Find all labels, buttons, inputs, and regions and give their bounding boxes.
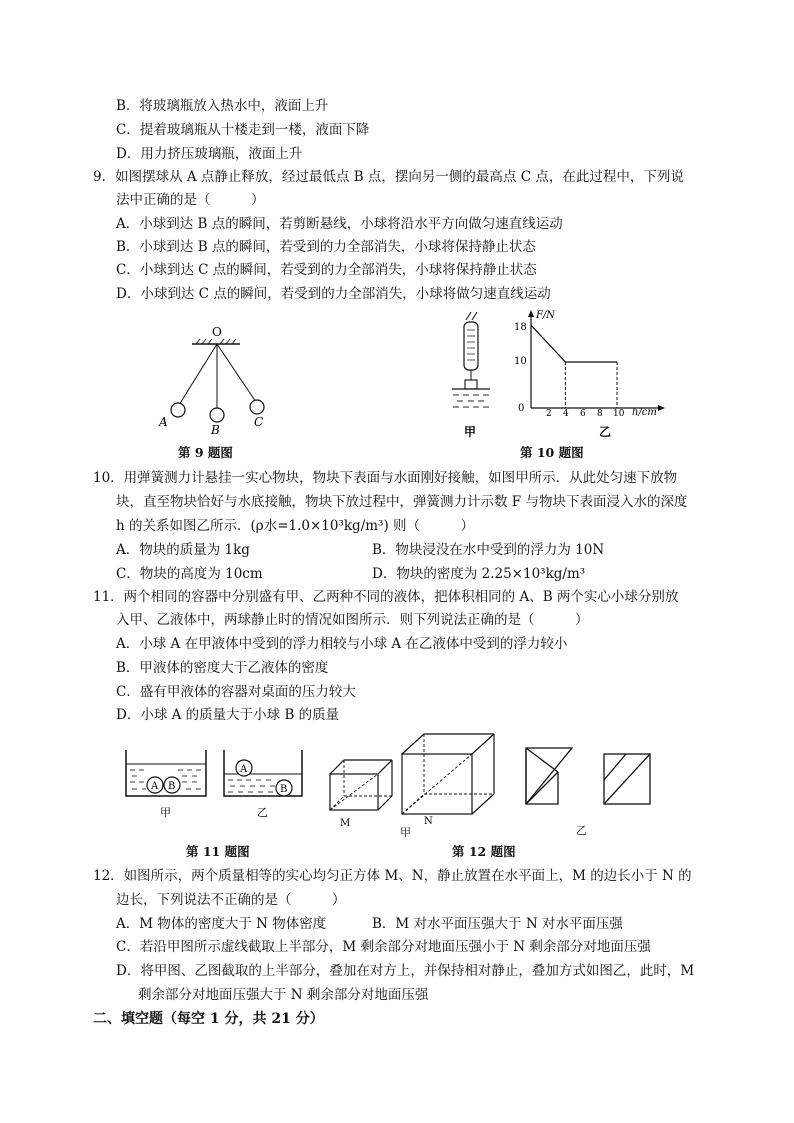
xtick-2: 2 — [546, 409, 552, 419]
q10-option-a: A．物块的质量为 1kg — [116, 542, 250, 558]
q11-option-d: D．小球 A 的质量大于小球 B 的质量 — [116, 707, 340, 723]
xtick-10: 10 — [613, 409, 625, 419]
q10-stem-line3: h 的关系如图乙所示．(ρ水=1.0×10³kg/m³) 则（ ） — [116, 518, 475, 534]
fig11-jia-label: 甲 — [160, 806, 171, 819]
fig11-caption: 第 11 题图 — [186, 844, 250, 859]
fig10-caption: 第 10 题图 — [520, 445, 584, 460]
q10-stem-line1: 10．用弹簧测力计悬挂一实心物块，物块下表面与水面刚好接触，如图甲所示．从此处匀速下放物 — [93, 470, 678, 486]
q11-option-b: B．甲液体的密度大于乙液体的密度 — [116, 660, 329, 676]
y-axis-arrow — [528, 310, 534, 317]
liquid-dashes-yi — [228, 780, 275, 792]
q12-option-c: C．若沿甲图所示虚线截取上半部分，M 剩余部分对地面压强小于 N 剩余部分对地面压强 — [116, 939, 651, 955]
force-series-line — [531, 325, 617, 362]
origin-label: 0 — [518, 403, 525, 414]
q10-option-c: C．物块的高度为 10cm — [116, 566, 263, 582]
q9-stem-line1: 9．如图摆球从 A 点静止释放，经过最低点 B 点，摆向另一侧的最高点 C 点，在此过程中，下列说 — [93, 169, 684, 185]
q12-option-d-line2: 剩余部分对地面压强大于 N 剩余部分对地面压强 — [138, 987, 429, 1003]
q9-option-c: C．小球到达 C 点的瞬间，若受到的力全部消失，小球将保持静止状态 — [116, 262, 537, 278]
q12-stem-line2: 边长，下列说法不正确的是（ ） — [116, 892, 346, 908]
spring-scale-figure — [444, 310, 504, 440]
containers-figure — [120, 748, 306, 824]
shape-m-top — [526, 748, 572, 804]
cube-m-hidden-edges — [330, 760, 392, 810]
ball-b-yi-label: B — [280, 784, 288, 795]
ball-a-yi-label: A — [240, 764, 248, 775]
shape-n-stacked — [604, 754, 650, 804]
xtick-8: 8 — [597, 409, 603, 419]
q10-stem-line2: 块，直至物块恰好与水底接触，物块下放过程中，弹簧测力计示数 F 与物块下表面浸入水的深度 — [116, 494, 688, 510]
xtick-6: 6 — [580, 409, 586, 419]
q8-option-b: B．将玻璃瓶放入热水中，液面上升 — [116, 98, 329, 114]
string-to-c — [217, 344, 256, 402]
y-axis-label: F/N — [536, 310, 556, 321]
label-b: B — [211, 423, 220, 434]
q9-option-a: A．小球到达 B 点的瞬间，若剪断悬线，小球将沿水平方向做匀速直线运动 — [116, 216, 563, 232]
q9-option-b: B．小球到达 B 点的瞬间，若受到的力全部消失，小球将保持静止状态 — [116, 239, 536, 255]
block — [465, 380, 477, 389]
q9-stem-line2: 法中正确的是（ ） — [116, 192, 265, 208]
pivot-label-o: O — [212, 325, 222, 339]
fig10-yi-label: 乙 — [599, 425, 612, 439]
fig9-caption: 第 9 题图 — [178, 445, 233, 460]
water-dashes — [453, 395, 489, 407]
ceiling-hatch — [196, 339, 236, 344]
ytick-18: 18 — [514, 322, 527, 333]
ball-a-jia-label: A — [151, 781, 159, 792]
xtick-4: 4 — [563, 409, 569, 419]
q11-stem-line2: 入甲、乙液体中，两球静止时的情况如图所示．则下列说法正确的是（ ） — [116, 612, 589, 628]
ball-b — [210, 408, 224, 422]
shape-m-stacked — [526, 748, 558, 804]
q10-option-d: D．物块的密度为 2.25×10³kg/m³ — [372, 566, 586, 582]
cube-m-label: M — [340, 818, 351, 829]
ytick-10: 10 — [514, 356, 527, 367]
ball-b-jia-label: B — [168, 781, 176, 792]
force-depth-chart — [506, 308, 666, 440]
q12-option-a: A．M 物体的密度大于 N 物体密度 — [116, 916, 327, 932]
fig12-caption: 第 12 题图 — [452, 844, 516, 859]
hook-top — [466, 312, 471, 320]
ball-a — [171, 403, 185, 417]
q12-option-b: B．M 对水平面压强大于 N 对水平面压强 — [372, 916, 623, 932]
spring-scale-body — [464, 322, 478, 370]
fig12-jia-label: 甲 — [400, 826, 411, 839]
q11-option-a: A．小球 A 在甲液体中受到的浮力相较与小球 A 在乙液体中受到的浮力较小 — [116, 636, 568, 652]
q8-option-d: D．用力挤压玻璃瓶，液面上升 — [116, 146, 303, 162]
x-axis-arrow — [658, 405, 665, 411]
fig11-yi-label: 乙 — [257, 806, 268, 819]
q10-option-b: B．物块浸没在水中受到的浮力为 10N — [372, 542, 605, 558]
label-c: C — [254, 415, 264, 429]
cubes-figure — [322, 730, 504, 834]
q11-option-c: C．盛有甲液体的容器对桌面的压力较大 — [116, 684, 356, 700]
pendulum-figure — [150, 322, 280, 434]
fig12-yi-label: 乙 — [576, 824, 587, 837]
section-two-heading: 二、填空题（每空 1 分，共 21 分） — [93, 1011, 324, 1027]
ball-c — [250, 400, 264, 414]
label-a: A — [159, 415, 168, 429]
stacked-halves-figure — [518, 744, 668, 814]
q8-option-c: C．提着玻璃瓶从十楼走到一楼，液面下降 — [116, 122, 370, 138]
string-to-a — [179, 344, 217, 405]
q12-stem-line1: 12．如图所示，两个质量相等的实心均匀正方体 M、N，静止放置在水平面上，M 的边长小于 N 的 — [93, 868, 692, 884]
q12-option-d-line1: D．将甲图、乙图截取的上半部分，叠加在对方上，并保持相对静止，叠加方式如图乙，此时，M — [116, 963, 695, 979]
cube-n-label: N — [424, 816, 433, 827]
q9-option-d: D．小球到达 C 点的瞬间，若受到的力全部消失，小球将做匀速直线运动 — [116, 286, 551, 302]
fig10-jia-label: 甲 — [464, 425, 477, 439]
x-axis-label: h/cm — [632, 407, 657, 418]
q11-stem-line1: 11．两个相同的容器中分别盛有甲、乙两种不同的液体，把体积相同的 A、B 两个实心小球分别放 — [93, 589, 679, 605]
